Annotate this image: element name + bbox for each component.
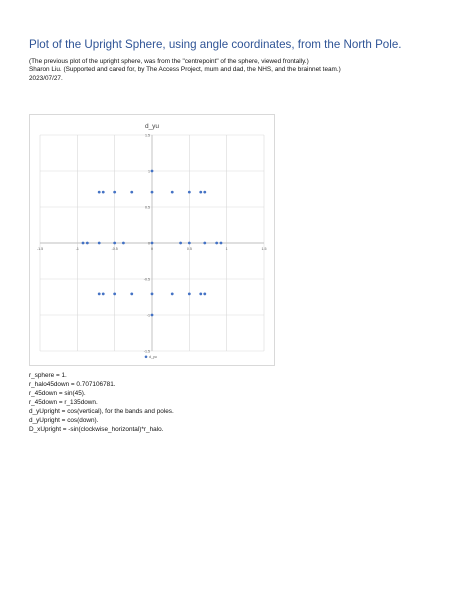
data-point	[220, 242, 223, 245]
data-point	[98, 191, 101, 194]
document-title: Plot of the Upright Sphere, using angle coordinates, from the North Pole.	[29, 38, 402, 51]
note-line: r_45down = r_135down.	[29, 399, 98, 406]
scatter-chart-svg	[30, 115, 274, 365]
note-line: r_halo45down = 0.707106781.	[29, 381, 116, 388]
data-point	[188, 293, 191, 296]
y-tick-label: -1	[146, 313, 150, 318]
note-line: d_yUpright = cos(vertical), for the bands and poles.	[29, 408, 174, 415]
data-point	[82, 242, 85, 245]
note-line: r_sphere = 1.	[29, 372, 67, 379]
data-point	[86, 242, 89, 245]
data-point	[199, 293, 202, 296]
data-point	[151, 170, 154, 173]
y-tick-label: 0.5	[145, 205, 150, 210]
data-point	[98, 293, 101, 296]
x-tick-label: 1	[225, 247, 228, 251]
data-point	[151, 191, 154, 194]
data-point	[130, 191, 133, 194]
data-point	[179, 242, 182, 245]
data-point	[98, 242, 101, 245]
data-point	[113, 191, 116, 194]
y-tick-label: 1	[148, 169, 150, 174]
data-point	[151, 314, 154, 317]
date-line: 2023/07/27.	[29, 74, 63, 82]
scatter-chart	[29, 114, 275, 366]
x-tick-label: -0.5	[111, 247, 118, 251]
data-point	[151, 242, 154, 245]
note-line: d_yUpright = cos(down).	[29, 417, 99, 424]
data-point	[151, 293, 154, 296]
x-tick-label: 1.5	[261, 247, 267, 251]
data-point	[113, 242, 116, 245]
data-point	[203, 191, 206, 194]
data-point	[215, 242, 218, 245]
data-point	[130, 293, 133, 296]
data-point	[102, 293, 105, 296]
subtitle-line: (The previous plot of the upright sphere, was from the "centrepoint" of the sphere, viewed frontally.)	[29, 58, 309, 65]
x-tick-label: -1	[75, 247, 79, 251]
legend-label: d_yu	[149, 355, 157, 359]
y-tick-label: -1.5	[143, 349, 150, 354]
x-tick-label: 0	[151, 247, 153, 251]
data-point	[188, 191, 191, 194]
chart-title: d_yu	[144, 123, 160, 130]
data-point	[199, 191, 202, 194]
data-point	[102, 191, 105, 194]
data-point	[203, 293, 206, 296]
data-point	[113, 293, 116, 296]
y-tick-label: -0.5	[143, 277, 150, 282]
y-tick-label: 0	[148, 241, 150, 246]
data-point	[188, 242, 191, 245]
note-line: r_45down = sin(45).	[29, 390, 86, 397]
data-point	[171, 293, 174, 296]
data-point	[122, 242, 125, 245]
legend-marker	[145, 356, 148, 359]
y-tick-label: 1.5	[145, 133, 150, 138]
data-point	[171, 191, 174, 194]
document-header-lines	[29, 58, 459, 83]
data-point	[203, 242, 206, 245]
x-tick-label: 0.5	[186, 247, 192, 251]
author-line: Sharon Liu. (Supported and cared for, by The Access Project, mum and dad, the NHS, and the brainnet team.)	[29, 66, 341, 74]
x-tick-label: -1.5	[36, 247, 44, 251]
note-line: D_xUpright = -sin(clockwise_horizontal)*r_halo.	[29, 426, 164, 433]
equation-notes	[29, 371, 174, 434]
